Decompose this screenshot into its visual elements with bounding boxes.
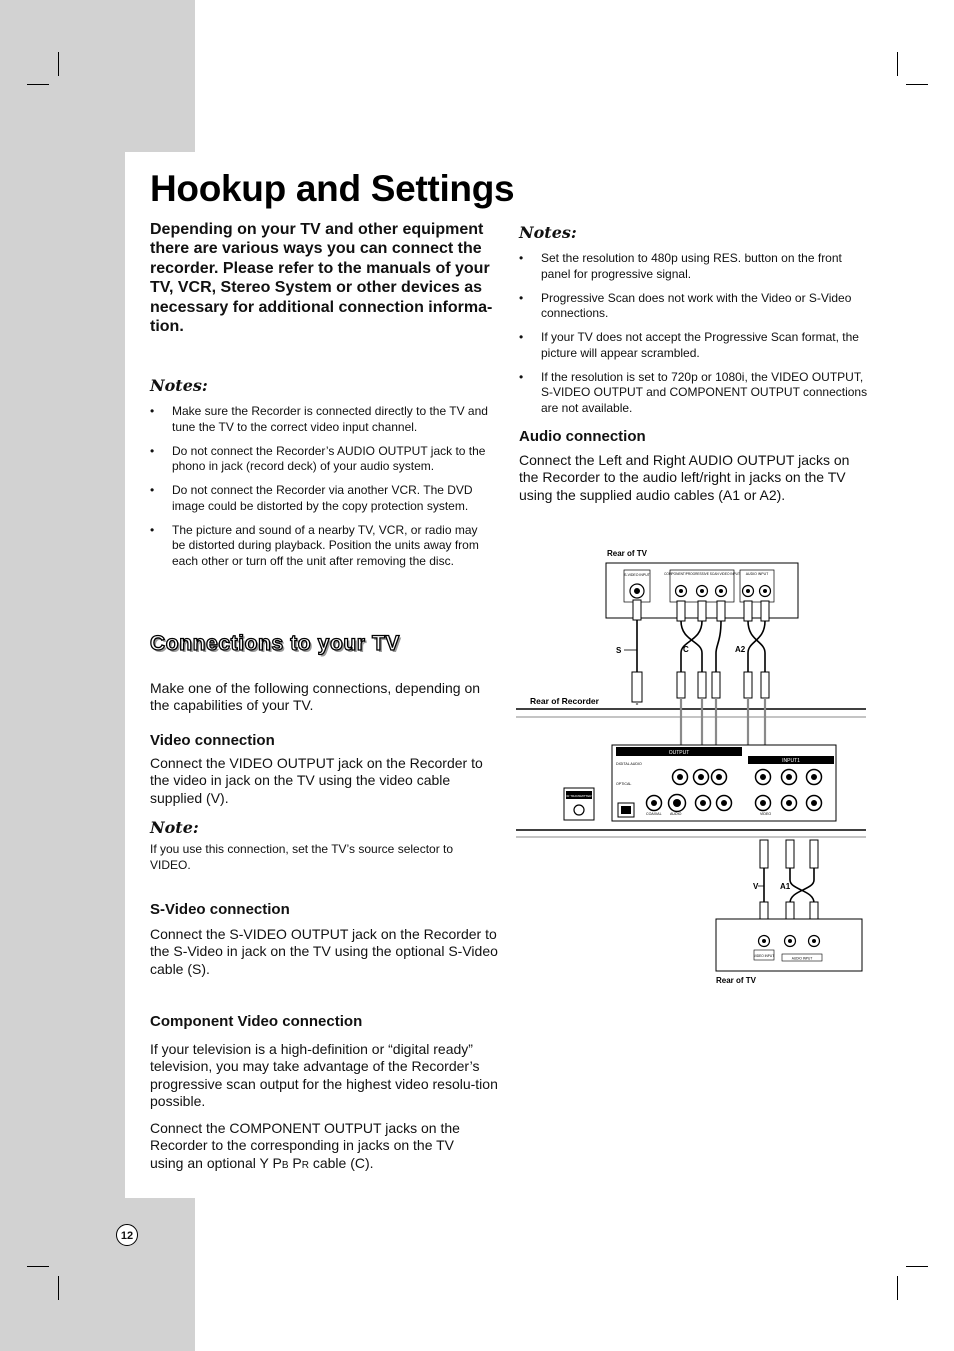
svideo-connection-heading: S-Video connection [150, 901, 290, 918]
bullet-icon: • [519, 369, 524, 384]
recorder-coaxial-label: COAXIAL [646, 812, 662, 816]
svideo-connection-text: Connect the S-VIDEO OUTPUT jack on the Recorder to the S-Video in jack on the TV using the optional S-Video cable (S). [150, 926, 498, 977]
note-text: Do not connect the Recorder via another VCR. The DVD image could be distorted by the copy protection system. [172, 483, 473, 513]
audio-connection-text: Connect the Left and Right AUDIO OUTPUT jacks on the Recorder to the audio left/right in jacks on the TV using the supplied audio cables (A1 or A2). [519, 452, 850, 503]
page-title: Hookup and Settings [150, 168, 515, 209]
connections-intro: Make one of the following connections, depending on the capabilities of your TV. [150, 680, 481, 714]
component-connection-text-1: If your television is a high-definition or “digital ready” television, you may take advantage of the Recorder’s progressive scan output for the highest video resolu-tion possible. [150, 1041, 498, 1110]
recorder-input1-label: INPUT1 [782, 758, 800, 764]
recorder-optical-label: OPTICAL [616, 782, 632, 786]
notes-heading-right: Notes: [519, 223, 577, 242]
audio-connection-heading: Audio connection [519, 428, 646, 445]
bullet-icon: • [150, 483, 155, 498]
margin-band-top [0, 0, 195, 152]
margin-band-left [0, 152, 125, 1198]
crop-mark [897, 1276, 898, 1300]
tv-audio-jack-left-bottom-core [788, 939, 792, 943]
crop-mark [27, 84, 49, 85]
recorder-video-label: VIDEO [760, 812, 772, 816]
tv-video-input-label: VIDEO INPUT [753, 954, 775, 958]
list-item [519, 370, 869, 417]
margin-band-bottom [0, 1198, 195, 1351]
recorder-output-label: OUTPUT [668, 750, 690, 756]
list-item [150, 523, 492, 570]
recorder-optical-port-core [621, 806, 631, 814]
bullet-icon: • [519, 330, 524, 345]
hookup-diagram [516, 545, 868, 993]
crop-mark [58, 52, 59, 76]
note-text: Set the resolution to 480p using RES. button on the front panel for progressive signal. [541, 251, 842, 281]
bullet-icon: • [519, 251, 524, 265]
note-text: If the resolution is set to 720p or 1080i, the VIDEO OUTPUT, S-VIDEO OUTPUT and COMPONENT OUTPUT connections are not available. [541, 369, 868, 415]
list-item [519, 251, 869, 282]
notes-heading-left: Notes: [150, 376, 208, 395]
bullet-icon: • [150, 443, 155, 458]
tv-component-input-label: COMPONENT/PROGRESSIVE SCAN VIDEO INPUT [664, 572, 740, 576]
tv-svideo-input-label: S-VIDEO INPUT [624, 573, 650, 577]
video-connection-text: Connect the VIDEO OUTPUT jack on the Recorder to the video in jack on the TV using the video cable supplied (V). [150, 755, 483, 806]
rear-of-tv-top-label: Rear of TV [607, 549, 648, 558]
tv-component-jack-pr-core [719, 589, 723, 593]
video-connection-heading: Video connection [150, 732, 275, 749]
tv-component-jack-pb-core [700, 589, 704, 593]
cable-label-a2: A2 [735, 645, 746, 654]
tv-audio-input-label: AUDIO INPUT [745, 572, 769, 576]
note-text: The picture and sound of a nearby TV, VCR, or radio may be distorted during playback. Position the units away from each other or turn off the unit after removing the disc. [172, 522, 479, 568]
rear-of-tv-bottom-label: Rear of TV [716, 976, 757, 985]
note-text: If your TV does not accept the Progressive Scan format, the picture will appear scrambled. [541, 330, 859, 360]
pb-subscript: B [281, 1159, 289, 1171]
rear-of-recorder-label: Rear of Recorder [530, 696, 599, 706]
recorder-digital-audio-label: DIGITAL AUDIO [616, 762, 642, 766]
cable-label-s: S [616, 646, 622, 655]
note-text: Do not connect the Recorder’s AUDIO OUTPUT jack to the phono in jack (record deck) of your audio system. [172, 443, 486, 474]
tv-audio-jack-right-bottom-core [812, 939, 816, 943]
tv-component-jack-y-core [679, 589, 683, 593]
component-connection-heading: Component Video connection [150, 1013, 363, 1030]
tv-audio-input-label-bottom: AUDIO INPUT [791, 956, 813, 961]
crop-mark [897, 52, 898, 76]
page-number: 12 [116, 1224, 138, 1246]
list-item [150, 444, 492, 475]
list-item [519, 330, 869, 361]
list-item [150, 404, 492, 435]
cable-label-a1: A1 [780, 882, 791, 891]
list-item [519, 291, 869, 322]
pr-subscript: R [301, 1159, 309, 1171]
recorder-audio-label: AUDIO [670, 812, 682, 816]
crop-mark [58, 1276, 59, 1300]
ir-transmitter-label: IR TRANSMITTER [566, 794, 592, 798]
notes-list-left [150, 404, 492, 578]
bullet-icon: • [150, 404, 155, 418]
crop-mark [906, 84, 928, 85]
cable-label-v: V [753, 882, 759, 891]
tv-svideo-jack-core [634, 588, 640, 594]
note-text: Progressive Scan does not work with the Video or S-Video connections. [541, 290, 852, 321]
tv-video-jack-core [762, 939, 766, 943]
tv-audio-jack-left-core [746, 589, 750, 593]
note-text: Make sure the Recorder is connected directly to the TV and tune the TV to the correct video input channel. [172, 404, 488, 434]
ir-jack [574, 805, 584, 815]
mid-top-plugs [632, 672, 769, 702]
video-note-heading: Note: [150, 818, 199, 837]
bullet-icon: • [519, 290, 524, 305]
notes-list-right [519, 251, 869, 425]
crop-mark [27, 1266, 49, 1267]
video-note-text: If you use this connection, set the TV’s source selector to VIDEO. [150, 842, 454, 872]
tv-audio-jack-right-core [763, 589, 767, 593]
list-item [150, 483, 492, 514]
top-cables [637, 620, 765, 672]
bullet-icon: • [150, 522, 155, 537]
intro-paragraph: Depending on your TV and other equipment there are various ways you can connect the recorder. Please refer to the manuals of your TV, VCR, Stereo System or other devices as necessary for additional connection informa-tion. [150, 221, 493, 336]
cable-label-c: C [683, 645, 689, 654]
bottom-upper-plugs [760, 840, 818, 868]
section-heading-connections: Connections to your TV [150, 632, 401, 655]
component-connection-text-2: Connect the COMPONENT OUTPUT jacks on the Recorder to the corresponding in jacks on the TV using an optional Y PB PR cable (C). [150, 1120, 460, 1171]
crop-mark [906, 1266, 928, 1267]
